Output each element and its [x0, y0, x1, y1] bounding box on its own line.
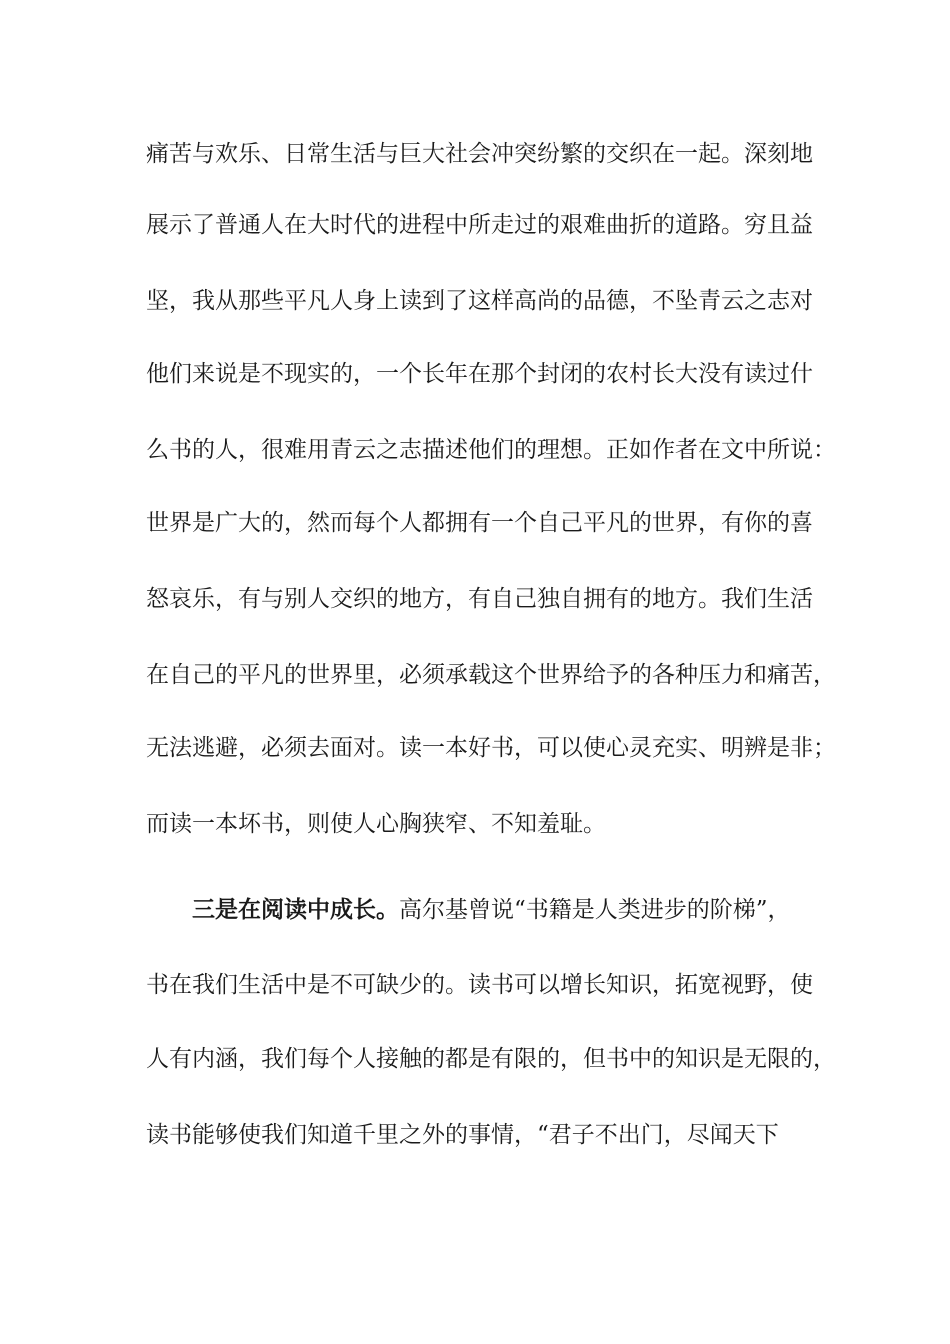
paragraph-line-10: 而读一本坏书，则使人心胸狭窄、不知羞耻。 — [146, 811, 606, 837]
paragraph-line-1: 痛苦与欢乐、日常生活与巨大社会冲突纷繁的交织在一起。深刻地 — [146, 141, 813, 167]
section-3-line-2: 书在我们生活中是不可缺少的。读书可以增长知识，拓宽视野，使 — [146, 972, 813, 998]
section-3-line-4: 读书能够使我们知道千里之外的事情，“君子不出门，尽闻天下 — [146, 1122, 779, 1148]
paragraph-line-8: 在自己的平凡的世界里，必须承载这个世界给予的各种压力和痛苦， — [146, 662, 836, 688]
paragraph-line-4: 他们来说是不现实的，一个长年在那个封闭的农村长大没有读过什 — [146, 361, 813, 387]
paragraph-line-7: 怒哀乐，有与别人交织的地方，有自己独自拥有的地方。我们生活 — [146, 586, 813, 612]
paragraph-line-3: 坚，我从那些平凡人身上读到了这样高尚的品德，不坠青云之志对 — [146, 288, 813, 314]
section-3-heading: 三是在阅读中成长。 — [192, 896, 399, 923]
paragraph-line-5: 么书的人，很难用青云之志描述他们的理想。正如作者在文中所说： — [146, 437, 836, 463]
paragraph-line-6: 世界是广大的，然而每个人都拥有一个自己平凡的世界，有你的喜 — [146, 510, 813, 536]
paragraph-line-2: 展示了普通人在大时代的进程中所走过的艰难曲折的道路。穷且益 — [146, 212, 813, 238]
paragraph-line-9: 无法逃避，必须去面对。读一本好书，可以使心灵充实、明辨是非； — [146, 735, 836, 761]
section-3-first-line — [192, 890, 872, 930]
section-3-line-3: 人有内涵，我们每个人接触的都是有限的，但书中的知识是无限的， — [146, 1046, 836, 1072]
section-3-first-line-text: 高尔基曾说“书籍是人类进步的阶梯”， — [399, 897, 791, 923]
